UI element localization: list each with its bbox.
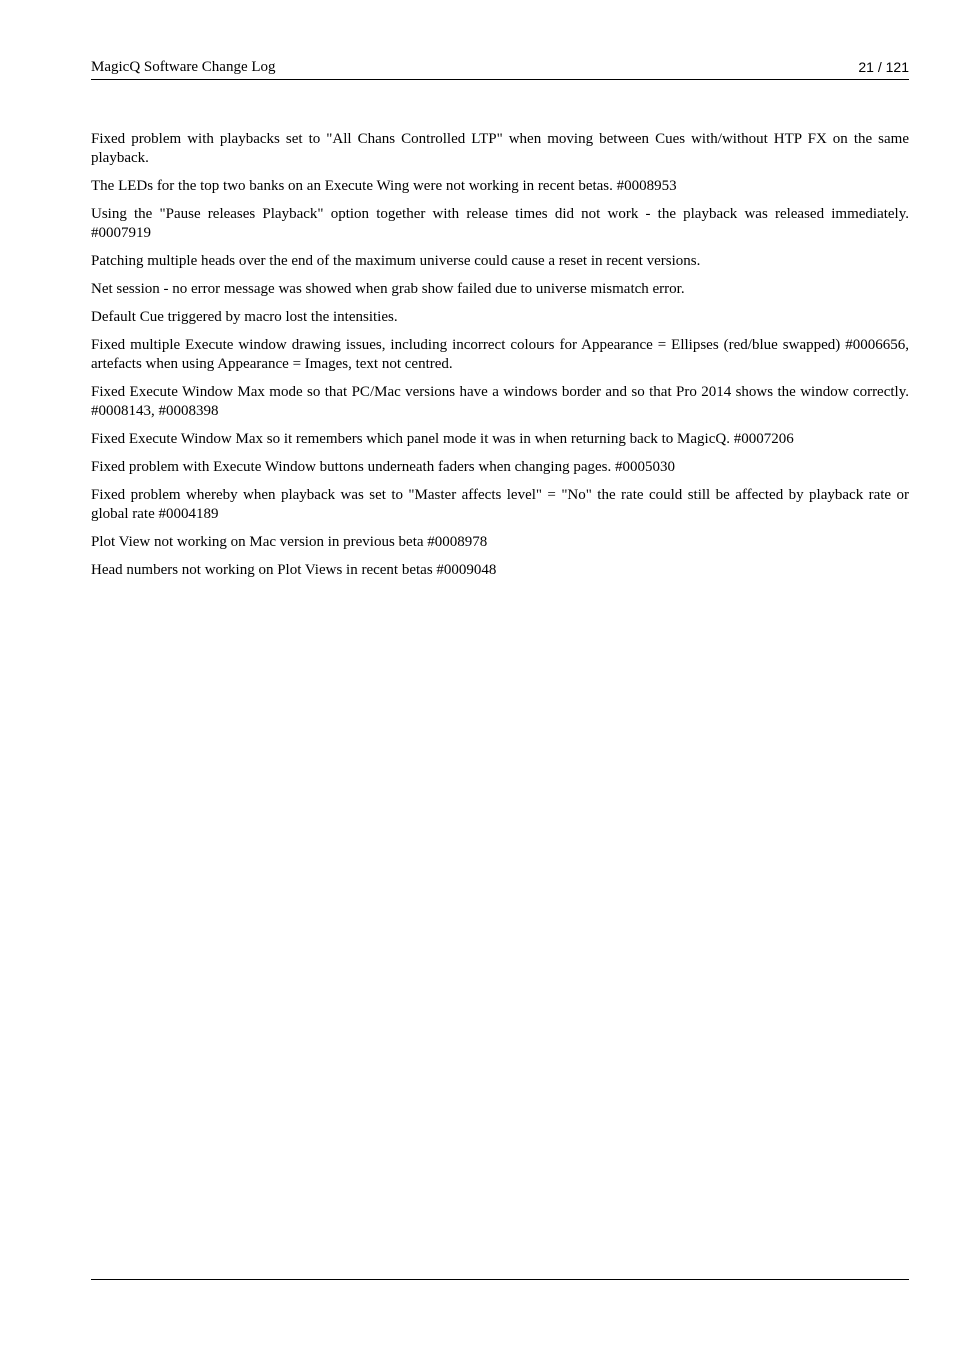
change-log-content	[91, 130, 909, 589]
change-log-entry: The LEDs for the top two banks on an Execute Wing were not working in recent betas. #0008953	[91, 178, 677, 194]
change-log-entry: Fixed problem with playbacks set to "All Chans Controlled LTP" when moving between Cues with/without HTP FX on the same playback.	[91, 131, 909, 166]
page-number: 21 / 121	[858, 59, 909, 75]
change-log-entry: Fixed Execute Window Max so it remembers which panel mode it was in when returning back to MagicQ. #0007206	[91, 431, 794, 447]
footer-rule	[91, 1279, 909, 1280]
page-header	[91, 57, 909, 80]
change-log-entry: Net session - no error message was showed when grab show failed due to universe mismatch error.	[91, 281, 685, 297]
change-log-entry: Fixed problem with Execute Window buttons underneath faders when changing pages. #0005030	[91, 459, 675, 475]
document-title: MagicQ Software Change Log	[91, 59, 276, 75]
change-log-entry: Default Cue triggered by macro lost the intensities.	[91, 309, 398, 325]
change-log-entry: Using the "Pause releases Playback" option together with release times did not work - the playback was released immediately. #0007919	[91, 206, 909, 241]
change-log-entry: Patching multiple heads over the end of the maximum universe could cause a reset in recent versions.	[91, 253, 701, 269]
change-log-entry: Head numbers not working on Plot Views in recent betas #0009048	[91, 562, 497, 578]
change-log-entry: Fixed Execute Window Max mode so that PC/Mac versions have a windows border and so that Pro 2014 shows the window correctly. #0008143, #0008398	[91, 384, 909, 419]
change-log-entry: Fixed multiple Execute window drawing issues, including incorrect colours for Appearance = Ellipses (red/blue swapped) #0006656, artefacts when using Appearance = Images, text not centred.	[91, 337, 909, 372]
change-log-entry: Plot View not working on Mac version in previous beta #0008978	[91, 534, 488, 550]
change-log-entry: Fixed problem whereby when playback was set to "Master affects level" = "No" the rate could still be affected by playback rate or global rate #0004189	[91, 487, 909, 522]
